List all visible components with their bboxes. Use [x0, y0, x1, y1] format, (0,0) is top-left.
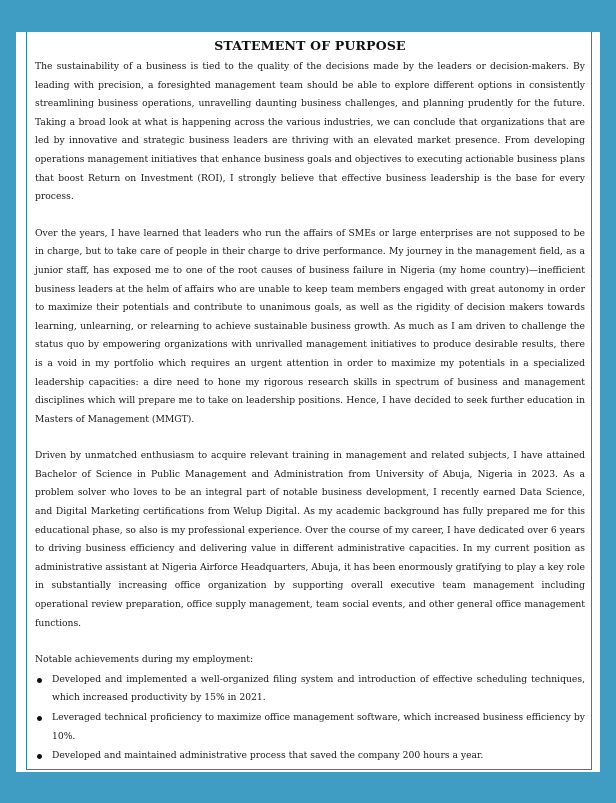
bullet-icon — [37, 716, 42, 721]
bullet-icon — [37, 678, 42, 683]
list-item — [35, 709, 585, 746]
achievement-text: Developed and maintained administrative process that saved the company 200 hours a year. — [52, 750, 484, 762]
list-item — [35, 671, 585, 708]
top-border-band — [0, 0, 616, 32]
achievement-text: Leveraged technical proficiency to maximize office management software, which increased business efficiency by 10%. — [52, 712, 585, 742]
bullet-icon — [37, 754, 42, 759]
paragraph-intro: The sustainability of a business is tied to the quality of the decisions made by the leaders or decision-makers. By leading with precision, a foresighted management team should be able to explore different options in consistently streamlining business operations, unravelling daunting business challenges, and planning prudently for the future. Taking a broad look at what is happening across the various industries, we can conclude that organizations that are led by innovative and strategic business leaders are thriving with an elevated market presence. From developing operations management initiatives that enhance business goals and objectives to executing actionable business plans that boost Return on Investment (ROI), I strongly believe that effective business leadership is the base for every process. — [35, 61, 585, 203]
paragraph-experience: Over the years, I have learned that leaders who run the affairs of SMEs or large enterprises are not supposed to be in charge, but to take care of people in their charge to drive performance. My journey in the management field, as a junior staff, has exposed me to one of the root causes of business failure in Nigeria (my home country)—inefficient business leaders at the helm of affairs who are unable to keep team members engaged with great autonomy in order to maximize their potentials and contribute to unanimous goals, as well as the rigidity of decision makers towards learning, unlearning, or relearning to achieve sustainable business growth. As much as I am driven to challenge the status quo by empowering organizations with unrivalled management initiatives to produce desirable results, there is a void in my portfolio which requires an urgent attention in order to maximize my potentials in a specialized leadership capacities: a dire need to hone my rigorous research skills in spectrum of business and management disciplines which will prepare me to take on leadership positions. Hence, I have decided to seek further education in Masters of Management (MMGT). — [35, 227, 585, 425]
achievement-text: Developed and implemented a well-organized filing system and introduction of effective scheduling techniques, which increased productivity by 15% in 2021. — [52, 673, 585, 704]
paragraph-background: Driven by unmatched enthusiasm to acquire relevant training in management and related subjects, I have attained Bachelor of Science in Public Management and Administration from University of Abuja, Nigeria in 2023. As a problem solver who loves to be an integral part of notable business development, I recently earned Data Science, and Digital Marketing certifications from Welup Digital. As my academic background has fully prepared me for this educational phase, so also is my professional experience. Over the course of my career, I have dedicated over 6 years to driving business efficiency and delivering value in different administrative capacities. In my current position as administrative assistant at Nigeria Airforce Headquarters, Abuja, it has been enormously gratifying to play a key role in substantially increasing office organization by supporting overall executive team management including operational review preparation, office supply management, team social events, and other general office management functions. — [35, 450, 585, 629]
document-page — [16, 32, 600, 772]
achievements-heading: Notable achievements during my employment: — [35, 654, 254, 666]
list-item — [35, 747, 585, 766]
document-title: STATEMENT OF PURPOSE — [214, 38, 406, 53]
document-body — [35, 38, 585, 767]
achievements-list — [35, 671, 585, 766]
bottom-border-band — [0, 772, 616, 803]
